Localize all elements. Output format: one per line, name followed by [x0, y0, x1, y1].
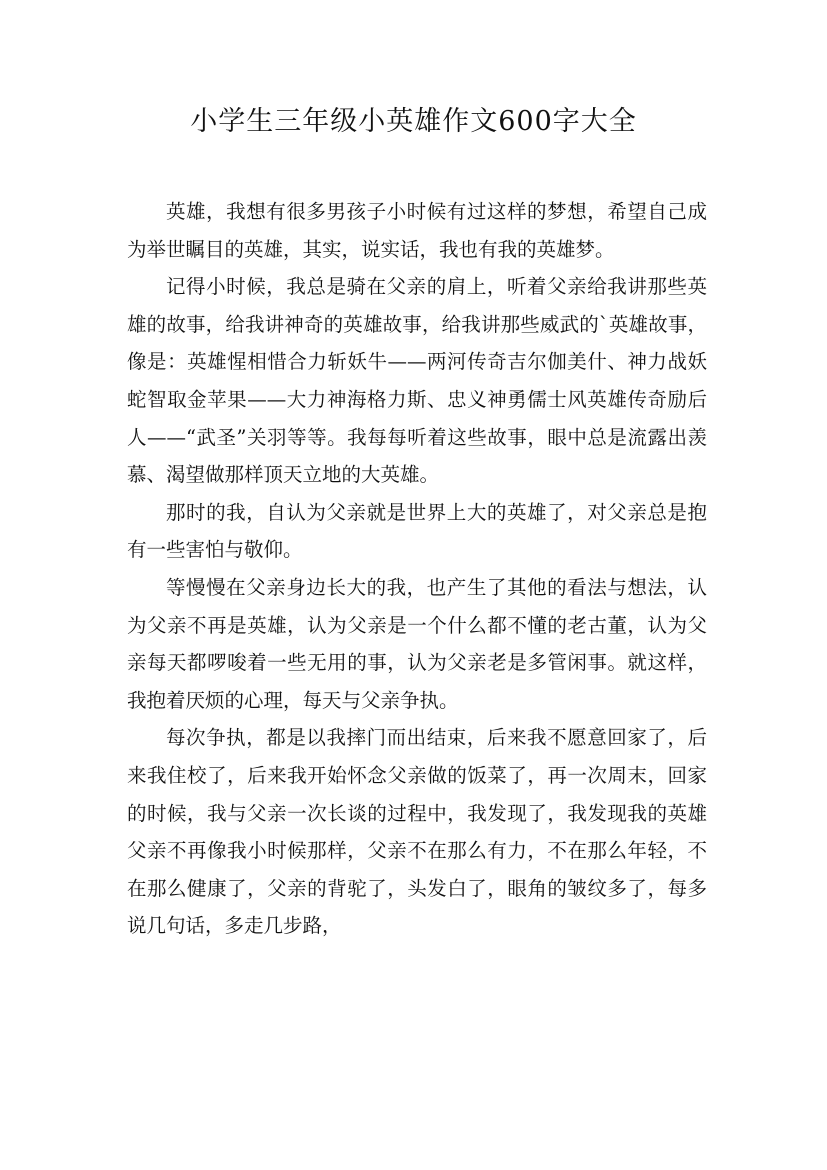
- paragraph-1: 英雄，我想有很多男孩子小时候有过这样的梦想，希望自己成为举世瞩目的英雄，其实，说实话，我也有我的英雄梦。: [127, 200, 707, 261]
- paragraph-3: 那时的我，自认为父亲就是世界上大的英雄了，对父亲总是抱有一些害怕与敬仰。: [127, 500, 707, 562]
- paragraph-5: 每次争执，都是以我摔门而出结束，后来我不愿意回家了，后来我住校了，后来我开始怀念父亲做的饭菜了，再一次周末，回家的时候，我与父亲一次长谈的过程中，我发现了，我发现我的英雄父亲不再像我小时候那样，父亲不在那么有力，不在那么年轻，不在那么健康了，父亲的背驼了，头发白了，眼角的皱纹多了，每多说几句话，多走几步路，: [127, 726, 707, 938]
- paragraph-2: 记得小时候，我总是骑在父亲的肩上，听着父亲给我讲那些英雄的故事，给我讲神奇的英雄故事，给我讲那些威武的`英雄故事，像是：英雄惺相惜合力斩妖牛——两河传奇吉尔伽美什、神力战妖蛇智取金苹果——大力神海格力斯、忠义神勇儒士风英雄传奇励后人——“武圣”关羽等等。我每每听着这些故事，眼中总是流露出羡慕、渴望做那样顶天立地的大英雄。: [127, 275, 707, 487]
- paragraph-4: 等慢慢在父亲身边长大的我，也产生了其他的看法与想法，认为父亲不再是英雄，认为父亲是一个什么都不懂的老古董，认为父亲每天都啰唆着一些无用的事，认为父亲老是多管闲事。就这样，我抱着厌烦的心理，每天与父亲争执。: [127, 575, 707, 712]
- document-body: [127, 193, 707, 945]
- document-title: 小学生三年级小英雄作文600字大全: [190, 106, 637, 137]
